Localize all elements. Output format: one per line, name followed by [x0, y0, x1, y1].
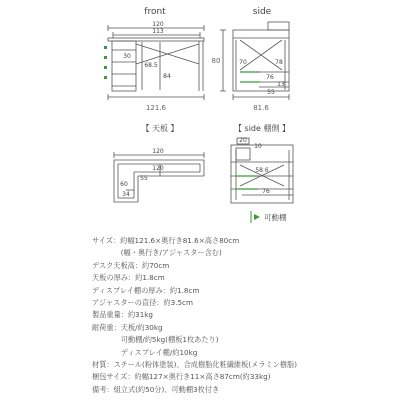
top-plate-dim-2: 120 [152, 165, 164, 172]
spec-top-thickness: 天板の厚み：約1.8cm [92, 273, 165, 283]
spec-display-shelf-thickness: ディスプレイ棚の厚み：約1.8cm [92, 285, 200, 295]
spec-list [92, 235, 392, 396]
spec-load-top: 耐荷重：天板/約30kg [92, 322, 163, 332]
top-plate-title: 【 天板 】 [141, 124, 179, 133]
side-inner-dim-3: 76 [266, 74, 274, 81]
spec-adjuster-diameter: アジャスターの直径：約3.5cm [92, 297, 194, 307]
side-height-label: 80 [211, 57, 221, 65]
shelf-side-dim-4: 76 [262, 188, 270, 195]
shelf-side-dim-3: 58.6 [255, 167, 269, 174]
spec-size-note: (幅・奥行き/アジャスター含む) [92, 248, 222, 258]
front-top-dim-2: 113 [152, 28, 164, 35]
movable-shelf-legend [251, 211, 287, 223]
side-view-title: side [252, 7, 272, 17]
side-inner-dim-1: 70 [239, 59, 247, 66]
front-inner-dim-3: 84 [163, 73, 171, 80]
top-plate-dim-1: 120 [152, 148, 164, 155]
front-top-dim-1: 120 [152, 21, 164, 28]
shelf-side-dim-2: 10 [254, 143, 262, 150]
legend-label: 可動棚 [264, 213, 287, 222]
side-inner-dim-2: 78 [275, 59, 283, 66]
front-shelf-markers [104, 46, 107, 79]
top-plate-dim-4: 60 [120, 181, 128, 188]
spec-package-size: 梱包サイズ：約幅127×奥行き11×高さ87cm(約33kg) [92, 372, 271, 382]
side-inner-dim-5: 55 [267, 89, 275, 96]
play-triangle-icon [254, 214, 260, 220]
top-plate-dim-3: 55 [140, 175, 148, 182]
spec-material: 材質：スチール(粉体塗装)、合成樹脂化粧繊維板(メラミン樹脂) [92, 359, 297, 369]
spec-load-display-shelf: ディスプレイ棚/約10kg [92, 347, 198, 357]
shelf-side-dim-1: 20 [239, 137, 247, 144]
side-shelf-accents [240, 72, 260, 82]
front-width-label: 121.6 [145, 104, 167, 112]
front-view-title: front [144, 7, 166, 17]
spec-desk-height: デスク天板高：約70cm [92, 260, 170, 270]
shelf-side-title: 【 side 棚側 】 [233, 124, 291, 133]
front-inner-dim-2: 68.5 [144, 62, 158, 69]
top-plate-dim-5: 34 [122, 191, 130, 198]
side-inner-dim-4: 13 [277, 81, 285, 88]
spec-weight: 製品重量：約31kg [92, 310, 153, 320]
spec-size: サイズ：約幅121.6×奥行き81.6×高さ80cm [92, 236, 240, 245]
spec-load-movable-shelf: 可動棚/約5kg(棚板1枚あたり) [92, 335, 219, 345]
spec-notes: 備考：組立式(約50分)、可動棚3枚付き [92, 384, 220, 394]
side-width-label: 81.6 [253, 104, 269, 112]
front-inner-dim-1: 30 [123, 53, 131, 60]
